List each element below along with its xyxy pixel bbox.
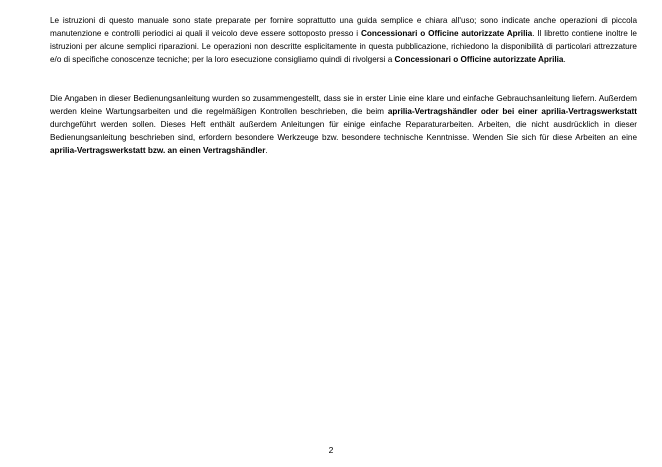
german-text-3: . bbox=[265, 146, 268, 155]
page-number: 2 bbox=[328, 445, 334, 455]
german-text-1: Die Angaben in dieser Bedienungsanleitung wurden so zusammengestellt, dass sie in erster Linie eine klare und einfache Gebrauchsanleitung liefern. Außerdem werden kleine Wartungsarbeiten und die regelmäßigen Kontrollen beschrieben, die beim bbox=[50, 94, 637, 116]
german-dealer-bold-1: aprilia-Vertragshändler oder bei einer aprilia-Vertragswerkstatt bbox=[387, 107, 637, 116]
italian-text-1: Le istruzioni di questo manuale sono state preparate per fornire soprattutto una guida semplice e chiara all'uso; sono indicate anche operazioni di piccola manutenzione e controlli periodici ai quali il veicolo deve essere sottoposto presso i bbox=[50, 16, 637, 38]
intro-paragraph-italian bbox=[50, 14, 637, 66]
italian-dealer-bold-2: Concessionari o Officine autorizzate Aprilia bbox=[394, 55, 564, 64]
italian-text-3: . bbox=[563, 55, 566, 64]
italian-dealer-bold-1: Concessionari o Officine autorizzate Aprilia bbox=[360, 29, 533, 38]
german-text-2: durchgeführt werden sollen. Dieses Heft enthält außerdem Anleitungen für einige einfache Reparaturarbeiten. Arbeiten, die nicht ausdrücklich in dieser Bedienungsanleitung beschrieben sind, erfordern besondere Werkzeuge bzw. besondere technische Kenntnisse. Wenden Sie sich für diese Arbeiten an eine bbox=[50, 120, 637, 142]
italian-text-2: . Il libretto contiene inoltre le istruzioni per alcune semplici riparazioni. Le operazioni non descritte esplicitamente in questa pubblicazione, richiedono la disponibilità di particolari attrezzature e/o di specifiche conoscenze tecniche; per la loro esecuzione consigliamo quindi di rivolgersi a bbox=[50, 29, 637, 64]
german-dealer-bold-2: aprilia-Vertragswerkstatt bzw. an einen Vertragshändler bbox=[50, 146, 266, 155]
intro-paragraph-german bbox=[50, 92, 637, 157]
